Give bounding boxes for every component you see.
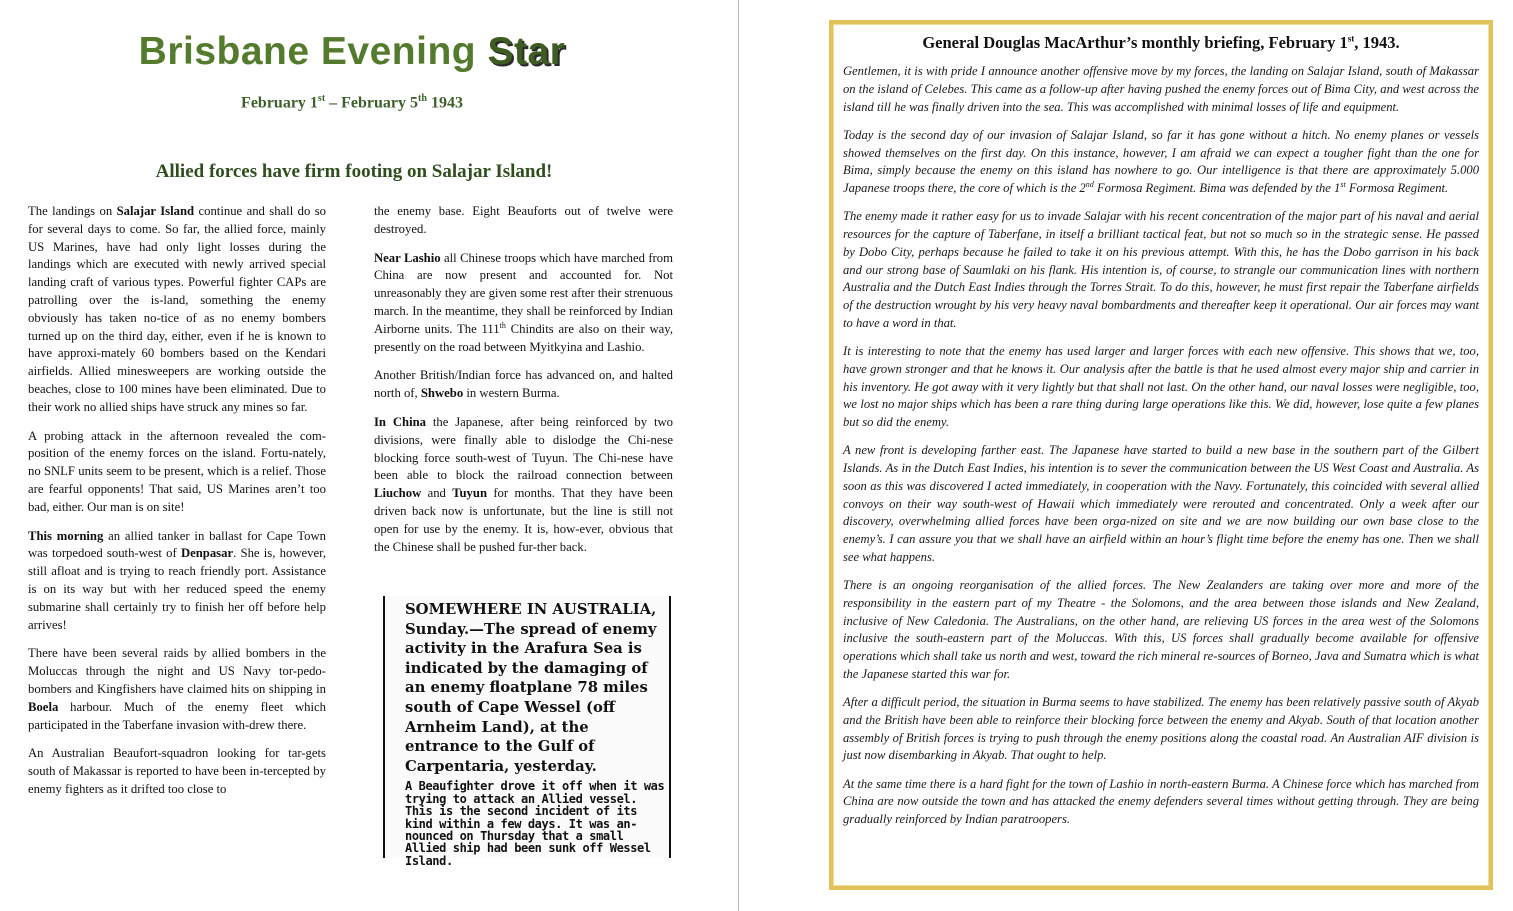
briefing-paragraph: The enemy made it rather easy for us to invade Salajar with his recent concentration of the major part of his naval and aerial resources for the capture of Taberfane, in itself a brilliant tactical feat, but not so much so in the strategic sense. He passed by Dobo City, perhaps because he failed to take it on his previous attempt. With this, he has the Dobo garrison in his back and our strong base of Saumlaki on his flank. His intention is, of course, to strangle our communication lines with northern Australia and the Dutch East Indies through the Torres Strait. To do this, however, he must first repair the Taberfane airfields of the destruction wrought by his very heavy naval bombardments and thereafter keep it operational. Our air forces may want to have a word in that.	[843, 209, 1479, 330]
bold-place-name: Denpasar	[180, 546, 234, 561]
text-run: There have been several raids by allied bombers in the Moluccas through the night and US Navy tor-pedo-bombers and Kingfishers have claimed hits on shipping in	[28, 646, 326, 696]
bold-lead-in: In China	[374, 414, 426, 429]
text-run: harbour. Much of the enemy fleet which participated in the Taberfane invasion with-drew there.	[28, 699, 326, 732]
briefing-paragraph: At the same time there is a hard fight for the town of Lashio in north-eastern Burma. A Chinese force which has marched from China are now outside the town and has attacked the enemy defenders several times without getting through. They are being gradually reinforced by Indian paratroopers.	[843, 776, 1479, 826]
article-paragraph	[374, 250, 673, 357]
briefing-paragraph: It is interesting to note that the enemy has used larger and larger forces with each new offensive. This shows that we, too, have grown stronger and that he knows it. Our analysis after the battle is that he used almost every major ship and carrier in his inventory. He got away with it very lightly but that shall not last. On the other hand, our naval losses were negligible, too, we lost no major ships which has been a rare thing during large operations like this. We did, however, lose quite a few planes but so did the enemy.	[843, 344, 1479, 429]
text-run: Today is the second day of our invasion of Salajar Island, so far it has gone without a hitch. No enemy planes or vessels showed themselves on the first day. On this instance, however, I am afraid we can expect a tougher fight than the one for Bima, simply because the enemy on this island has nowhere to go. Our intelligence is that there are approximately 5.000 Japanese troops there, the core of which is the 2	[843, 127, 1479, 195]
text-run: an allied tanker in ballast for Cape Town was torpedoed south-west of	[28, 528, 326, 561]
briefing-title	[833, 33, 1489, 53]
briefing-paragraph: A new front is developing farther east. The Japanese have started to build a new base in the southern part of the Gilbert Islands. As in the Dutch East Indies, his intention is to sever the communication between the US West Coast and Australia. As soon as this was discovered I acted immediately, in cooperation with the Navy. Fortunately, this coincided with several allied convoys on their way south-west of Hawaii which immediately were rerouted and concentrated. Only a week after our discovery, overwhelming allied forces have been orga-nized on site and we are now building our own base close to the enemy’s. I can assure you that we shall have an airfield within an hour’s flight time before the enemy has one. Then we shall see what happens.	[843, 443, 1479, 564]
article-paragraph	[28, 528, 326, 635]
masthead-name-part1: Brisbane Evening	[138, 30, 477, 73]
newspaper-masthead	[0, 30, 704, 74]
bold-lead-in: This morning	[28, 528, 104, 543]
briefing-body	[843, 63, 1479, 839]
text-run: . She is, however, still afloat and is trying to reach friendly port. Assistance is on its way but with her reduced speed the enemy submarine shall certainly try to finish her off before help arrives!	[28, 546, 326, 632]
bold-place-name: Shwebo	[420, 386, 464, 401]
text-run: Formosa Regiment. Bima was defended by the 1	[1093, 181, 1341, 195]
article-paragraph	[374, 414, 673, 556]
text-run: for months. That they have been driven back now is unfortunate, but the line is still not open for use by the enemy. It is, how-ever, obvious that the Chinese shall be pushed fur-ther back.	[374, 486, 673, 554]
newspaper-dateline	[0, 93, 704, 112]
clipping-dateline: SOMEWHERE IN AUSTRALIA,	[405, 601, 657, 618]
briefing-paragraph: Gentlemen, it is with pride I announce another offensive move by my forces, the landing on Salajar Island, south of Makassar on the island of Celebes. This came as a follow-up after having pushed the enemy forces out of Bima City, and west across the island till he was finally driven into the sea. This was accomplished with minimal losses of life and equipment.	[843, 64, 1479, 114]
ordinal-suffix: nd	[1085, 179, 1094, 189]
text-run: continue and shall do so for several days to come. So far, the allied force, mainly US Marines, have had only light losses during the landings which are executed with newly arrived special landing craft of various types. Powerful fighter CAPs are patrolling over the is-land, something the enemy obviously has taken no-tice of as no enemy bombers turned up on the third day, either, even if he is known to have approxi-mately 60 bombers based on the Kendari airfields. Allied minesweepers are working outside the beaches, close to 100 mines have been eliminated. Due to their work no allied ships have struck any mines so far.	[28, 204, 326, 414]
title-text: , 1943.	[1354, 33, 1400, 52]
article-paragraph	[28, 645, 326, 734]
ordinal-suffix: th	[499, 320, 506, 330]
article-paragraph	[28, 203, 326, 417]
date-end-suffix: th	[418, 93, 427, 104]
newspaper-page	[0, 0, 738, 911]
briefing-paragraph: After a difficult period, the situation in Burma seems to have stabilized. The enemy has been relatively passive south of Akyab and the British have been able to reinforce their blocking force between the enemy and Akyab. South of that location another assembly of British forces is trying to push through the enemy positions along the coastal road. An Australian AIF division is just now disembarking in Akyab. That ought to help.	[843, 695, 1479, 763]
date-start: February 1	[241, 94, 318, 112]
bold-place-name: Tuyun	[452, 486, 488, 501]
article-headline: Allied forces have firm footing on Salajar Island!	[155, 161, 553, 182]
text-run: the Japanese, after being reinforced by two divisions, were finally able to dislodge the Chi-nese blocking force south-west of Tuyun. The Chi-nese have been able to block the railroad connection between	[374, 414, 674, 483]
article-column-right	[374, 203, 673, 567]
text-run: Formosa Regiment.	[1345, 181, 1449, 195]
ordinal-suffix: st	[1347, 33, 1355, 44]
page-divider	[738, 0, 739, 911]
clipping-lead	[405, 600, 665, 776]
bold-place-name: Boela	[28, 699, 59, 714]
text-run: and	[421, 486, 453, 501]
text-run: Another British/Indian force has advanced on, and halted north of,	[374, 368, 673, 401]
masthead-name-star: Star	[487, 30, 566, 73]
date-year: 1943	[426, 94, 463, 112]
ordinal-suffix: st	[1340, 179, 1346, 189]
article-paragraph: An Australian Beaufort-squadron looking for tar-gets south of Makassar is reported to have been in-tercepted by enemy fighters as it drifted too close to	[28, 746, 326, 796]
article-paragraph: A probing attack in the afternoon revealed the com-position of the enemy forces on the island. Fortu-nately, no SNLF units seem to be present, which is a relief. Those are fearful opponents! That said, US Marines aren’t too bad, either. Our man is on site!	[28, 428, 326, 514]
article-paragraph: the enemy base. Eight Beauforts out of twelve were destroyed.	[374, 204, 673, 236]
text-run: The landings on	[28, 204, 117, 218]
text-run: all Chinese troops which have marched from China are now present and accounted for. Not unreasonably they are given some rest after their strenuous march. In the meantime, they shall be reinforced by Indian Airborne units. The 111	[374, 250, 673, 336]
bold-lead-in: Near Lashio	[374, 250, 441, 265]
briefing-paragraph: There is an ongoing reorganisation of the allied forces. The New Zealanders are taking over more and more of the responsibility in the eastern part of my Theatre - the Solomons, and the area between those islands and New Zealand, inclusive of New Caledonia. The Australians, on the other hand, are relieving US forces in the area west of the Solomons inclusive the south-eastern part of the Moluccas. With this, US forces shall gradually become available for offensive operations which shall take us north and west, toward the rich mineral re-sources of Borneo, Java and Sumatra which is what the Japanese started this war for.	[843, 578, 1479, 681]
text-run: in western Burma.	[463, 386, 560, 401]
clipping-lead-text: Sunday.—The spread of enemy activity in the Arafura Sea is indicated by the damaging of an enemy floatplane 78 miles south of Cape Wessel (off Arnheim Land), at the entrance to the Gulf of Carpentaria, yesterday.	[405, 620, 657, 775]
clipping-body: A Beaufighter drove it off when it was trying to attack an Allied vessel. This is the second incident of its kind within a few days. It was an-nounced on Thursday that a small Allied ship had been sunk off Wessel Island.	[405, 779, 665, 868]
bold-place-name: Liuchow	[374, 486, 422, 501]
date-end: – February 5	[325, 94, 419, 112]
article-column-left	[28, 203, 326, 810]
text-run: Chindits are also on their way, presently on the road between Myitkyina and Lashio.	[374, 321, 673, 354]
date-start-suffix: st	[317, 93, 326, 104]
newspaper-clipping-image	[383, 596, 671, 868]
title-text: General Douglas MacArthur’s monthly briefing, February 1	[922, 33, 1348, 52]
bold-place-name: Salajar Island	[116, 204, 195, 218]
briefing-box	[829, 20, 1493, 890]
article-paragraph	[374, 367, 673, 403]
briefing-paragraph	[843, 127, 1479, 198]
